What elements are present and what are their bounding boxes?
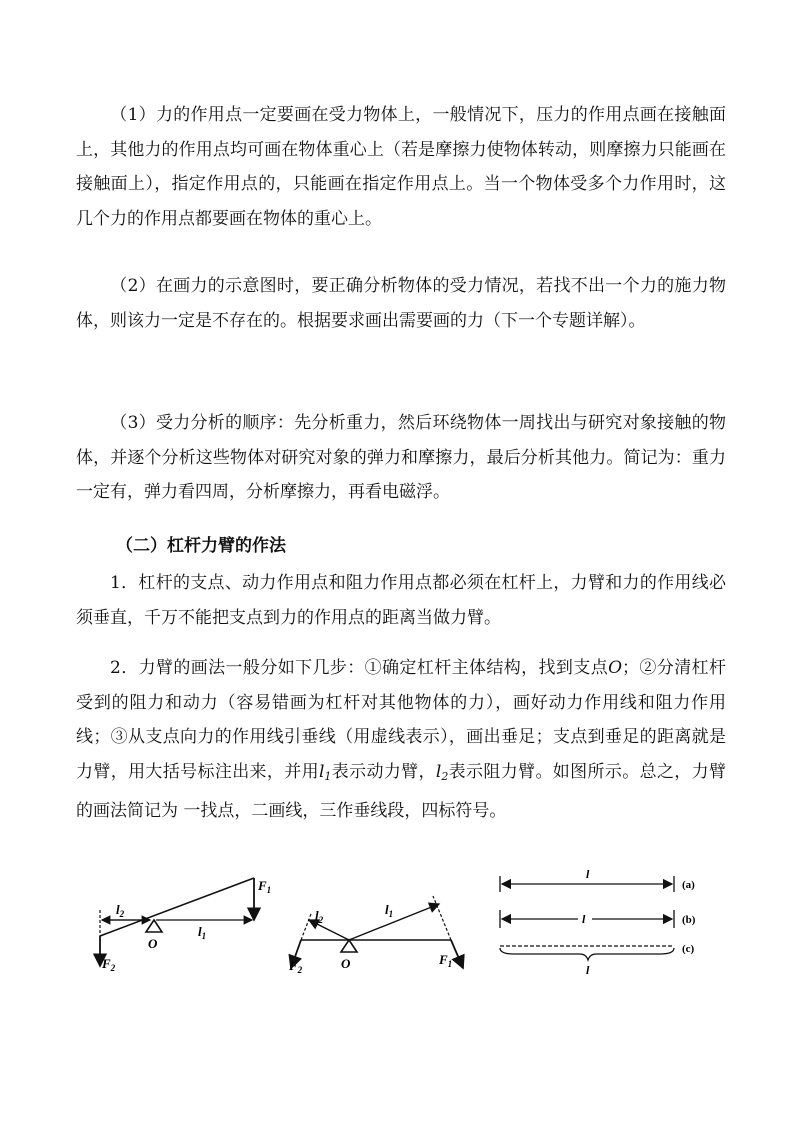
- label-f1: F: [258, 878, 267, 893]
- paragraph-1: [76, 98, 726, 236]
- paragraph-2: [76, 269, 726, 338]
- notation-c-label: (c): [682, 943, 695, 955]
- paragraph-5-text-d: 表示阻力臂。如图所示。总之，力臂的画法简记为 一找点，二画线，三作垂线段，四标符号。: [76, 761, 727, 821]
- arm-c-label: l: [586, 963, 590, 976]
- notation-b-label: (b): [682, 914, 696, 926]
- label-o: O: [148, 936, 158, 951]
- label-f2-sub-2: 2: [297, 965, 303, 975]
- label-f1-sub-2: 1: [447, 959, 453, 969]
- paragraph-3: [76, 406, 726, 510]
- svg-text:F1: [257, 878, 271, 895]
- paragraph-1-text: （1）力的作用点一定要画在受力物体上，一般情况下，压力的作用点画在接触面上，其他力的作用点均可画在物体重心上（若是摩擦力使物体转动，则摩擦力只能画在接触面上），指定作用点的，只能画在指定作用点上。当一个物体受多个力作用时，这几个力的作用点都要画在物体的重心上。: [76, 105, 726, 229]
- arm-l2-arrow-2: [309, 920, 349, 940]
- label-o-2: O: [341, 956, 351, 971]
- svg-text:l1: [198, 924, 206, 941]
- svg-text:F2: [288, 958, 303, 975]
- paragraph-5-text-c: 表示动力臂，: [331, 761, 436, 782]
- label-l1-2: l: [385, 902, 389, 917]
- label-l2: l: [116, 902, 120, 917]
- paragraph-3-text: （3）受力分析的顺序：先分析重力，然后环绕物体一周找出与研究对象接触的物体，并逐个分析这些物体对研究对象的弹力和摩擦力，最后分析其他力。简记为：重力一定有，弹力看四周，分析摩擦力，再看电磁浮。: [76, 413, 726, 502]
- arm-notation-figure: [494, 866, 714, 976]
- load-arm-subscript: 2: [441, 769, 449, 783]
- fulcrum-triangle: [146, 920, 162, 932]
- paragraph-5: [76, 651, 726, 829]
- paragraph-5-text-b: ；②分清杠杆受到的阻力和动力（容易错画为杠杆对其他物体的力），画好动力作用线和阻力作用线；③从支点向力的作用线引垂线（用虚线表示），画出垂足；支点到垂足的距离就是力臂，用大括号标注出来，并用: [76, 658, 726, 782]
- pivot-symbol: O: [608, 658, 623, 678]
- effort-arm-subscript: 1: [324, 769, 332, 783]
- label-l2-sub: 2: [119, 909, 125, 919]
- label-l2-2: l: [315, 908, 319, 923]
- label-f1-sub: 1: [266, 885, 272, 895]
- arm-l1-arrow-2: [349, 904, 439, 940]
- arm-c-brace: [500, 948, 674, 960]
- svg-text:l2: [116, 902, 125, 919]
- lever-figure-1: [88, 870, 278, 980]
- label-f2: F: [102, 956, 111, 971]
- paragraph-5-text-a: 2．力臂的画法一般分如下几步：①确定杠杆主体结构，找到支点: [110, 658, 609, 678]
- lever-bar: [100, 878, 254, 936]
- label-f2-2: F: [289, 958, 298, 973]
- label-l1-sub: 1: [201, 931, 207, 941]
- paragraph-2-text: （2）在画力的示意图时，要正确分析物体的受力情况，若找不出一个力的施力物体，则该力一定是不存在的。根据要求画出需要画的力（下一个专题详解）。: [76, 276, 726, 331]
- label-f1-2: F: [439, 952, 448, 967]
- label-l1-sub-2: 1: [388, 909, 394, 919]
- label-l2-sub-2: 2: [318, 915, 324, 925]
- load-arm-symbol: l: [435, 761, 442, 782]
- effort-arm-symbol: l: [318, 761, 325, 782]
- arm-a-label: l: [586, 867, 590, 881]
- label-l1: l: [198, 924, 202, 939]
- section-heading: （二）杠杆力臂的作法: [116, 536, 286, 556]
- svg-text:F1: [438, 952, 452, 969]
- notation-a-label: (a): [682, 879, 695, 891]
- arm-b-label: l: [582, 912, 586, 926]
- paragraph-4-text: 1．杠杆的支点、动力作用点和阻力作用点都必须在杠杆上，力臂和力的作用线必须垂直，千万不能把支点到力的作用点的距离当做力臂。: [76, 573, 726, 628]
- lever-figure-2: [283, 880, 473, 980]
- label-f2-sub: 2: [110, 963, 116, 973]
- force-f1-arrow-2: [451, 940, 463, 968]
- svg-text:l2: [315, 908, 324, 925]
- svg-text:l1: [385, 902, 393, 919]
- paragraph-4: [76, 566, 726, 635]
- fulcrum-triangle-2: [341, 940, 357, 952]
- svg-text:F2: [101, 956, 116, 973]
